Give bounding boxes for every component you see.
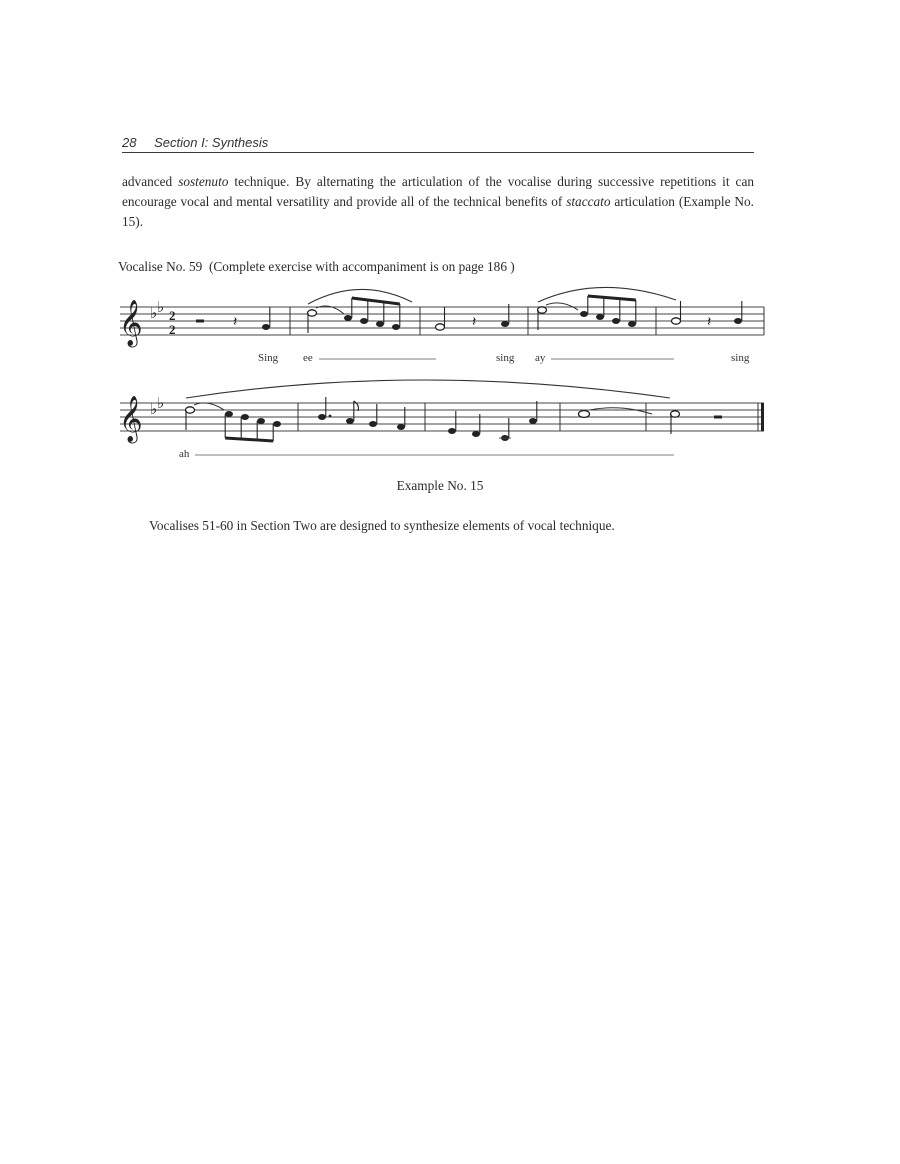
note [671, 411, 680, 417]
note [376, 321, 384, 327]
note [501, 321, 509, 327]
lyric: ee [303, 352, 313, 364]
treble-clef-icon: 𝄞 [119, 300, 143, 346]
time-sig-top: 2 [169, 308, 176, 323]
paragraph-text: technique. By alternating the articulation of the vocalise during successive repetitions it can encourage vocal and mental versatility and provide all of the technical benefits of [122, 174, 754, 209]
lyric: ah [179, 448, 190, 460]
whole-note [579, 411, 590, 418]
term-staccato: staccato [566, 194, 611, 209]
treble-clef-icon: 𝄞 [119, 396, 143, 442]
note [734, 318, 742, 324]
example-label: Example No. 15 [396, 478, 484, 493]
time-sig-bottom: 2 [169, 322, 176, 337]
note [580, 311, 588, 317]
note [344, 315, 352, 321]
page-number: 28 [122, 135, 137, 150]
flat-icon: ♭ [150, 400, 158, 418]
paragraph-text: articulation (Example No. 15). [122, 194, 754, 229]
flat-icon: ♭ [157, 394, 165, 412]
note [397, 424, 405, 430]
tie [546, 303, 578, 310]
vocalise-note: (Complete exercise with accompaniment is on page 186 ) [208, 259, 515, 274]
final-barline [761, 403, 764, 431]
note [448, 428, 456, 434]
note [318, 414, 326, 420]
note [436, 324, 445, 330]
paragraph-text: advanced [122, 174, 179, 189]
staff-1 [120, 307, 764, 335]
quarter-rest-icon: 𝄽 [707, 314, 712, 330]
note [529, 418, 537, 424]
note [308, 310, 317, 316]
phrase-slur [186, 380, 670, 398]
note [257, 418, 265, 424]
half-rest [196, 320, 204, 323]
lyric: ay [535, 352, 546, 364]
note [538, 307, 547, 313]
note [262, 324, 270, 330]
note [672, 318, 681, 324]
flat-icon: ♭ [150, 304, 158, 322]
note [360, 318, 368, 324]
note [392, 324, 400, 330]
note [369, 421, 377, 427]
closing-paragraph: Vocalises 51-60 in Section Two are designed to synthesize elements of vocal technique. [149, 518, 615, 533]
vocalise-title: Vocalise No. 59 [118, 259, 203, 274]
lyric: sing [731, 352, 750, 364]
lyric: Sing [258, 352, 279, 364]
quarter-rest-icon: 𝄽 [233, 314, 238, 330]
staff-2 [120, 403, 764, 431]
note [346, 418, 354, 424]
quarter-rest-icon: 𝄽 [472, 314, 477, 330]
half-rest [714, 416, 722, 419]
tie [590, 408, 652, 414]
music-score [0, 0, 900, 500]
dot [329, 415, 332, 418]
note [596, 314, 604, 320]
note [612, 318, 620, 324]
slur [538, 287, 676, 302]
note [225, 411, 233, 417]
tie [194, 403, 224, 410]
note [186, 407, 195, 413]
slur [308, 289, 412, 304]
note [273, 421, 281, 427]
lyric: sing [496, 352, 515, 364]
note [628, 321, 636, 327]
term-sostenuto: sostenuto [178, 174, 229, 189]
flat-icon: ♭ [157, 298, 165, 316]
note [472, 431, 480, 437]
note [241, 414, 249, 420]
section-title: Section I: Synthesis [154, 135, 269, 150]
